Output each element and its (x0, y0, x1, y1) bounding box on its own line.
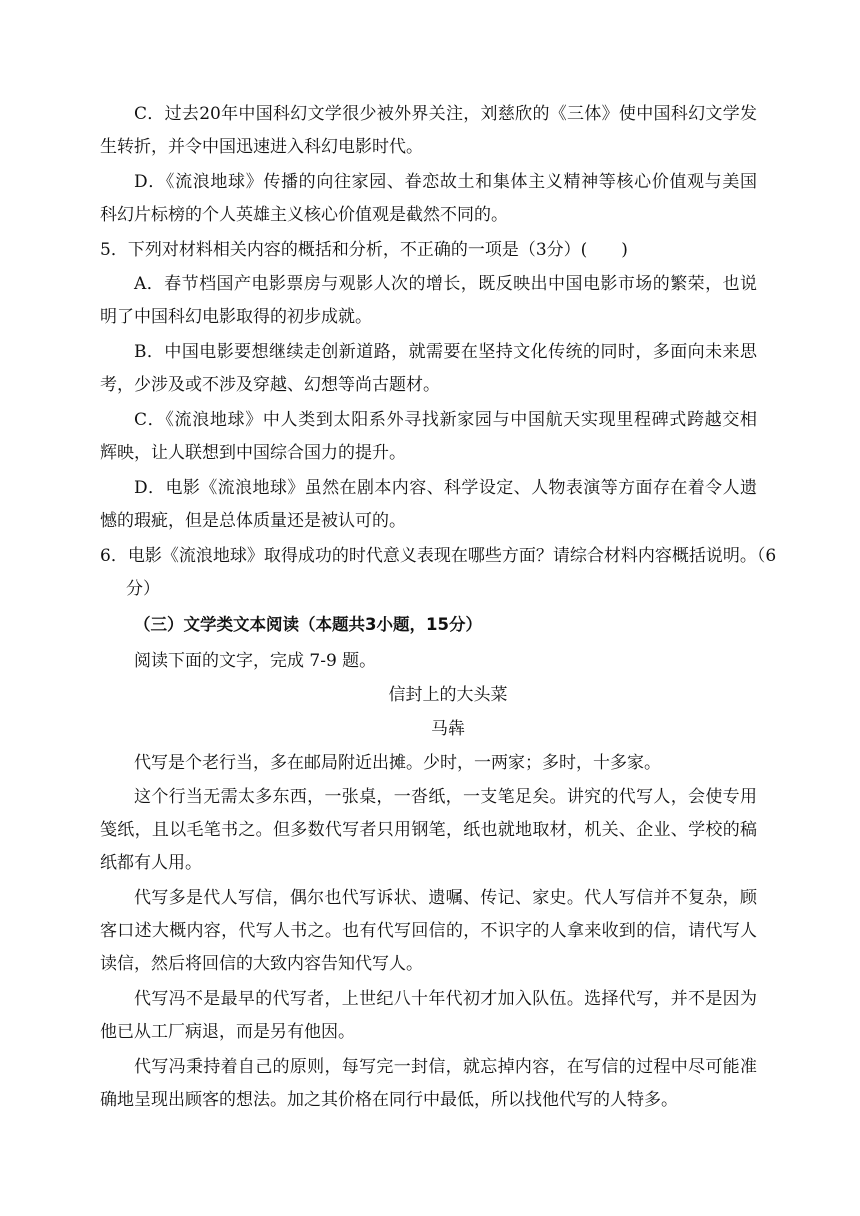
q4-option-d-line1: D．《流浪地球》传播的向往家园、眷恋故土和集体主义精神等核心价值观与美国 (134, 172, 757, 192)
story-paragraph-5-line1: 代写冯秉持着自己的原则，每写完一封信，就忘掉内容，在写信的过程中尽可能准 (134, 1057, 757, 1077)
story-paragraph-3-line3: 读信，然后将回信的大致内容告知代写人。 (100, 954, 423, 974)
story-paragraph-1: 代写是个老行当，多在邮局附近出摊。少时，一两家；多时，十多家。 (134, 753, 661, 773)
story-paragraph-3-line1: 代写多是代人写信，偶尔也代写诉状、遗嘱、传记、家史。代人写信并不复杂，顾 (134, 888, 757, 908)
q4-option-d-line2: 科幻片标榜的个人英雄主义核心价值观是截然不同的。 (100, 205, 508, 225)
story-paragraph-2-line2: 笺纸，且以毛笔书之。但多数代写者只用钢笔，纸也就地取材，机关、企业、学校的稿 (100, 820, 757, 840)
q5-option-c-line1: C．《流浪地球》中人类到太阳系外寻找新家园与中国航天实现里程碑式跨越交相 (134, 410, 757, 430)
q6-line1: 6．电影《流浪地球》取得成功的时代意义表现在哪些方面？请综合材料内容概括说明。（6 (100, 546, 777, 566)
story-author: 马犇 (431, 719, 465, 739)
section-instruction: 阅读下面的文字，完成 7-9 题。 (134, 651, 377, 671)
q6-line2: 分） (126, 579, 160, 599)
q4-option-c-line2: 生转折，并令中国迅速进入科幻电影时代。 (100, 137, 423, 157)
section-heading: （三）文学类文本阅读（本题共3小题，15分） (134, 615, 482, 634)
story-paragraph-2-line3: 纸都有人用。 (100, 853, 202, 873)
q5-option-d-line2: 憾的瑕疵，但是总体质量还是被认可的。 (100, 511, 406, 531)
story-paragraph-4-line1: 代写冯不是最早的代写者，上世纪八十年代初才加入队伍。选择代写，并不是因为 (134, 989, 757, 1009)
story-title: 信封上的大头菜 (388, 685, 508, 705)
q5-option-a-line2: 明了中国科幻电影取得的初步成就。 (100, 307, 372, 327)
q5-option-a-line1: A．春节档国产电影票房与观影人次的增长，既反映出中国电影市场的繁荣，也说 (134, 274, 757, 294)
story-paragraph-4-line2: 他已从工厂病退，而是另有他因。 (100, 1022, 355, 1042)
q5-option-b-line2: 考，少涉及或不涉及穿越、幻想等尚古题材。 (100, 375, 440, 395)
story-paragraph-3-line2: 客口述大概内容，代写人书之。也有代写回信的，不识字的人拿来收到的信，请代写人 (100, 921, 757, 941)
story-paragraph-2-line1: 这个行当无需太多东西，一张桌，一沓纸，一支笔足矣。讲究的代写人，会使专用 (134, 787, 757, 807)
q5-option-b-line1: B．中国电影要想继续走创新道路，就需要在坚持文化传统的同时，多面向未来思 (134, 342, 757, 362)
q5-option-d-line1: D．电影《流浪地球》虽然在剧本内容、科学设定、人物表演等方面存在着令人遗 (134, 478, 757, 498)
q5-option-c-line2: 辉映，让人联想到中国综合国力的提升。 (100, 443, 406, 463)
q4-option-c-line1: C．过去20年中国科幻文学很少被外界关注，刘慈欣的《三体》使中国科幻文学发 (134, 104, 757, 124)
story-paragraph-5-line2: 确地呈现出顾客的想法。加之其价格在同行中最低，所以找他代写的人特多。 (100, 1090, 678, 1110)
q5-stem: 5．下列对材料相关内容的概括和分析，不正确的一项是（3分）( ) (100, 240, 628, 260)
